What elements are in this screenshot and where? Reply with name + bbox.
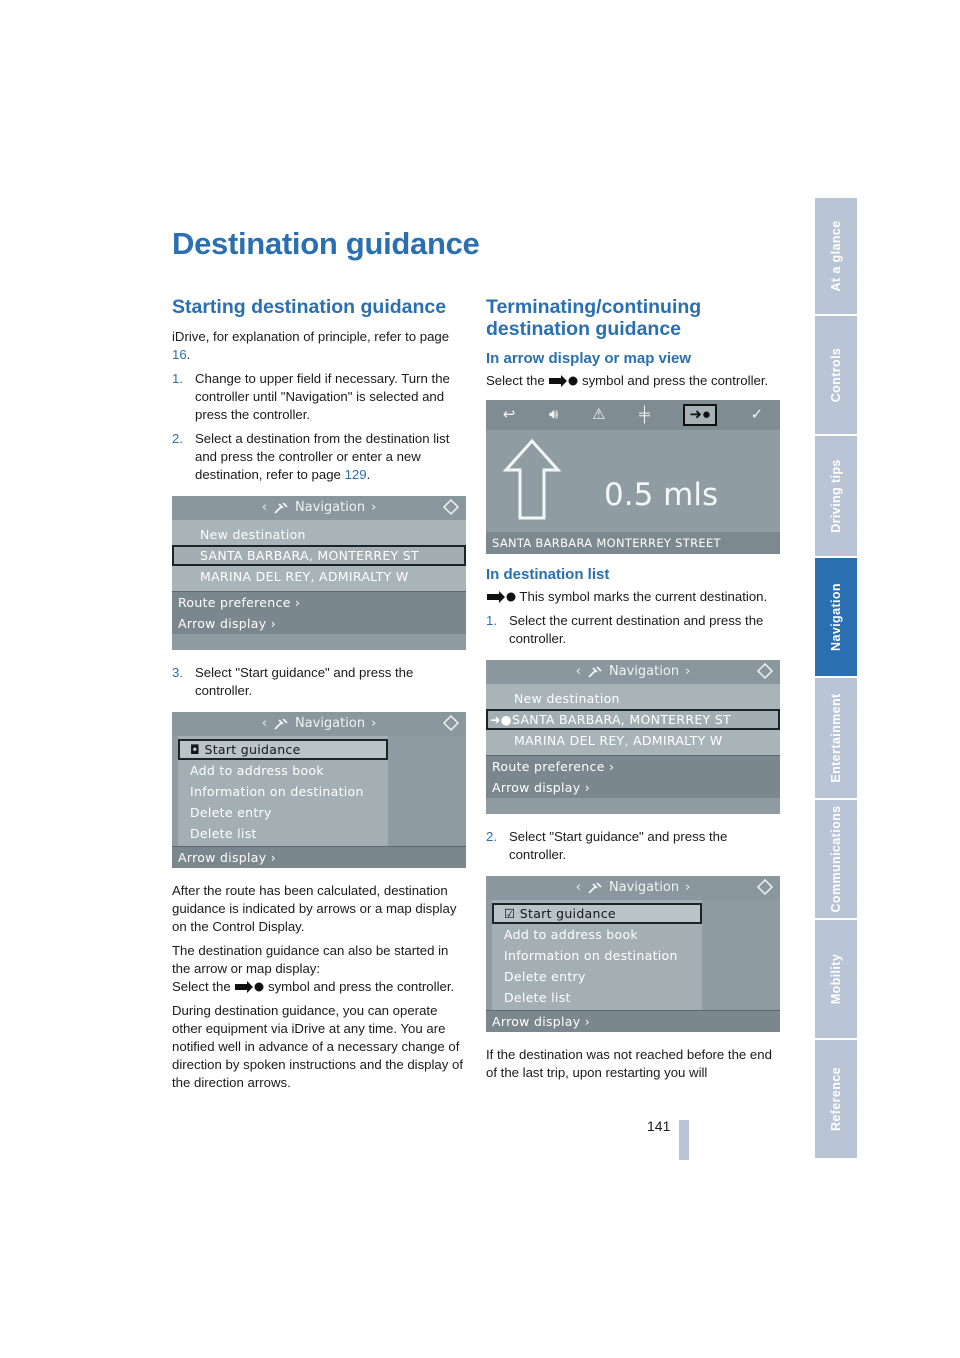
screen-current-destination — [486, 660, 780, 814]
tab-at-a-glance[interactable]: At a glance — [815, 198, 857, 316]
speaker-icon[interactable]: 🔊︎ — [548, 406, 559, 423]
screen-header: ‹ Navigation › — [486, 876, 780, 900]
step-1: 1. Change to upper field if necessary. Turn the controller until "Navigation" is selected and press the controller. — [172, 371, 450, 422]
subheading-destination-list: In destination list — [486, 566, 610, 583]
destination-flag-icon — [486, 591, 516, 603]
paragraph-not-reached: If the destination was not reached before the end of the last trip, upon restarting you will — [486, 1047, 772, 1080]
list-item-dest2[interactable]: MARINA DEL REY, ADMIRALTY W — [514, 733, 723, 748]
menu-route-preference[interactable]: Route preference › — [492, 759, 615, 774]
list-item-dest1[interactable]: SANTA BARBARA, MONTERREY ST — [172, 545, 466, 566]
satellite-icon — [273, 717, 289, 731]
screen-header: ‹ Navigation › — [172, 712, 466, 736]
warning-icon[interactable]: ⚠︎ — [592, 406, 606, 423]
menu-arrow-display[interactable]: Arrow display › — [492, 1014, 591, 1029]
screen-header: ‹ Navigation › — [486, 660, 780, 684]
menu-route-preference[interactable]: Route preference › — [178, 595, 301, 610]
paragraph-route-calculated: After the route has been calculated, destination guidance is indicated by arrows or a map display on the Control Display. — [172, 883, 457, 934]
text-select-symbol: Select the symbol and press the controller. — [486, 373, 769, 388]
menu-delete-entry[interactable]: Delete entry — [190, 805, 272, 820]
page-number: 141 — [647, 1118, 671, 1134]
tab-navigation[interactable]: Navigation — [815, 558, 857, 678]
section-heading-terminating: Terminating/continuing destination guidance — [486, 296, 702, 340]
text-current-destination-symbol: This symbol marks the current destination. — [486, 588, 780, 606]
options-icon — [442, 715, 460, 731]
tab-communications[interactable]: Communications — [815, 800, 857, 920]
options-icon — [756, 663, 774, 679]
current-destination-icon: ➜● — [490, 712, 512, 727]
destination-flag-icon — [234, 981, 264, 993]
left-column — [172, 296, 466, 1098]
satellite-icon — [587, 881, 603, 895]
step-2: 2. Select a destination from the destination list and press the controller or enter a new destination, refer to page 129. — [172, 431, 450, 482]
satellite-icon — [587, 665, 603, 679]
satellite-icon — [273, 501, 289, 515]
screen-destination-list — [172, 496, 466, 650]
menu-arrow-display[interactable]: Arrow display › — [178, 850, 277, 865]
distance-readout: 0.5 mls — [604, 477, 719, 513]
right-step-1: 1. Select the current destination and press the controller. — [486, 613, 764, 646]
right-step-2: 2. Select "Start guidance" and press the controller. — [486, 829, 728, 862]
tab-entertainment[interactable]: Entertainment — [815, 678, 857, 800]
page-link-16[interactable]: 16 — [172, 347, 187, 362]
page-marker — [679, 1120, 689, 1160]
intro-text: iDrive, for explanation of principle, refer to page 16. — [172, 329, 450, 362]
arrow-toolbar — [486, 400, 780, 430]
paragraph-during-guidance: During destination guidance, you can operate other equipment via iDrive at any time. You are notified well in advance of a necessary change of direction by spoken instructions and the display of the direction arrows. — [172, 1003, 464, 1090]
screen-start-guidance — [172, 712, 466, 868]
street-name: SANTA BARBARA MONTERREY STREET — [486, 532, 780, 554]
menu-start-guidance[interactable]: ◘ Start guidance — [178, 739, 388, 760]
list-item-new-destination[interactable]: New destination — [514, 691, 620, 706]
right-column — [486, 296, 780, 1088]
menu-info-destination[interactable]: Information on destination — [190, 784, 364, 799]
options-icon — [442, 499, 460, 515]
menu-arrow-display[interactable]: Arrow display › — [492, 780, 591, 795]
destination-flag-icon[interactable]: ➜● — [683, 404, 717, 426]
tab-controls[interactable]: Controls — [815, 316, 857, 436]
list-item-dest2[interactable]: MARINA DEL REY, ADMIRALTY W — [200, 569, 409, 584]
step-3: 3. Select "Start guidance" and press the controller. — [172, 665, 414, 698]
list-item-dest1-current[interactable]: ➜●SANTA BARBARA, MONTERREY ST — [486, 709, 780, 730]
menu-delete-list[interactable]: Delete list — [504, 990, 571, 1005]
direction-arrow-icon — [502, 438, 562, 522]
section-heading-starting: Starting destination guidance — [172, 296, 447, 318]
highway-icon[interactable]: ╪ — [639, 406, 650, 423]
tab-mobility[interactable]: Mobility — [815, 920, 857, 1040]
menu-delete-entry[interactable]: Delete entry — [504, 969, 586, 984]
menu-info-destination[interactable]: Information on destination — [504, 948, 678, 963]
list-item-new-destination[interactable]: New destination — [200, 527, 306, 542]
chapter-tabs — [815, 198, 857, 1160]
screen-start-guidance-checked — [486, 876, 780, 1032]
screen-arrow-display — [486, 400, 780, 554]
check-icon[interactable]: ✓ — [750, 406, 764, 423]
menu-add-address-book[interactable]: Add to address book — [504, 927, 638, 942]
subheading-arrow-display: In arrow display or map view — [486, 350, 692, 367]
back-icon[interactable]: ↩ — [502, 406, 516, 423]
tab-driving-tips[interactable]: Driving tips — [815, 436, 857, 558]
menu-arrow-display[interactable]: Arrow display › — [178, 616, 277, 631]
options-icon — [756, 879, 774, 895]
paragraph-arrow-map: The destination guidance can also be started in the arrow or map display: Select the symbol and press the controller. — [172, 943, 455, 994]
menu-delete-list[interactable]: Delete list — [190, 826, 257, 841]
page-link-129[interactable]: 129 — [344, 467, 367, 482]
page-title: Destination guidance — [172, 226, 480, 261]
destination-flag-icon — [548, 375, 578, 387]
menu-start-guidance[interactable]: ☑ Start guidance — [492, 903, 702, 924]
menu-add-address-book[interactable]: Add to address book — [190, 763, 324, 778]
tab-reference[interactable]: Reference — [815, 1040, 857, 1160]
screen-header: ‹ Navigation › — [172, 496, 466, 520]
